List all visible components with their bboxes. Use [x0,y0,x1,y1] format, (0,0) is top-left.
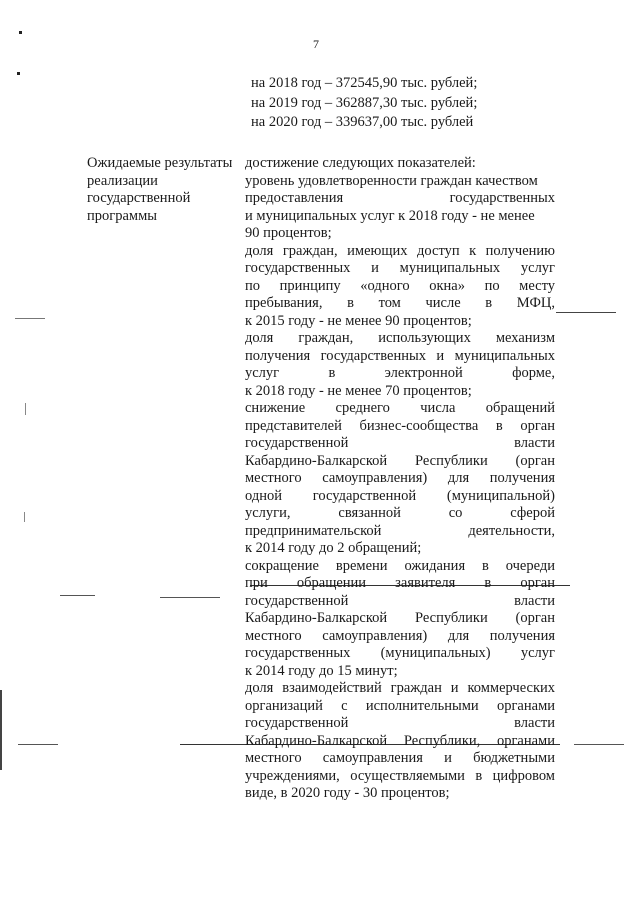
section-label-line: реализации [87,172,158,189]
result-line: государственных и муниципальных услуг [245,260,555,276]
result-line: представителей бизнес-сообщества в орган [245,417,555,434]
result-line: одной государственной (муниципальной) [245,487,555,504]
result-line: к 2018 году - не менее 70 процентов; [245,382,472,399]
result-line: сокращение времени ожидания в очереди [245,557,555,574]
funding-line: на 2019 год – 362887,30 тыс. рублей; [251,94,478,111]
result-line: Кабардино-Балкарской Республики, органами [245,732,555,749]
result-line: местного самоуправления и бюджетными [245,750,555,766]
result-line: к 2015 году - не менее 90 процентов; [245,312,472,329]
table-tick [25,403,26,415]
result-line: государственной власти [245,715,555,731]
expected-results-text [245,155,555,803]
table-rule [574,744,624,745]
result-line: снижение среднего числа обращений [245,400,555,416]
result-line: услуги, связанной со сферой [245,505,555,521]
result-line: предпринимательской деятельности, [245,522,555,539]
section-label-line: программы [87,207,157,224]
result-line: услуг в электронной форме, [245,365,555,381]
result-line: учреждениями, осуществляемыми в цифровом [245,767,555,784]
table-rule [18,744,58,745]
funding-line: на 2018 год – 372545,90 тыс. рублей; [251,75,478,91]
result-line: государственных (муниципальных) услуг [245,645,555,661]
funding-block [251,74,477,133]
page-number: 7 [313,37,319,51]
section-label [87,155,232,225]
result-line: Кабардино-Балкарской Республики (орган [245,452,555,469]
result-line: получения государственных и муниципальных [245,347,555,364]
result-line: к 2014 году до 2 обращений; [245,540,422,556]
result-line: уровень удовлетворенности граждан качеством [245,172,538,189]
funding-line: на 2020 год – 339637,00 тыс. рублей [251,114,474,130]
result-line: и муниципальных услуг к 2018 году - не менее [245,207,535,224]
result-line: государственной власти [245,435,555,451]
result-line: государственной власти [245,592,555,609]
result-line: организаций с исполнительными органами [245,697,555,714]
result-line: местного самоуправления) для получения [245,470,555,486]
result-line: предоставления государственных [245,190,555,206]
result-line: доля граждан, использующих механизм [245,330,555,346]
result-line: к 2014 году до 15 минут; [245,662,398,679]
section-label-line: государственной [87,190,191,206]
result-line: местного самоуправления) для получения [245,627,555,644]
result-line: доля взаимодействий граждан и коммерческих [245,680,555,696]
scan-dot [19,31,22,34]
result-line: 90 процентов; [245,225,332,241]
scan-edge-mark [0,690,2,770]
table-rule [60,595,95,596]
result-line: пребывания, в том числе в МФЦ, [245,295,555,311]
table-tick [24,512,25,522]
table-rule [160,597,220,598]
table-rule [15,318,45,319]
result-line: виде, в 2020 году - 30 процентов; [245,785,450,801]
table-rule [556,312,616,313]
section-label-line: Ожидаемые результаты [87,155,233,171]
result-line: при обращении заявителя в орган [245,575,555,591]
result-line: доля граждан, имеющих доступ к получению [245,242,555,259]
result-line: достижение следующих показателей: [245,155,476,171]
scan-dot [17,72,20,75]
result-line: Кабардино-Балкарской Республики (орган [245,610,555,626]
result-line: по принципу «одного окна» по месту [245,277,555,294]
